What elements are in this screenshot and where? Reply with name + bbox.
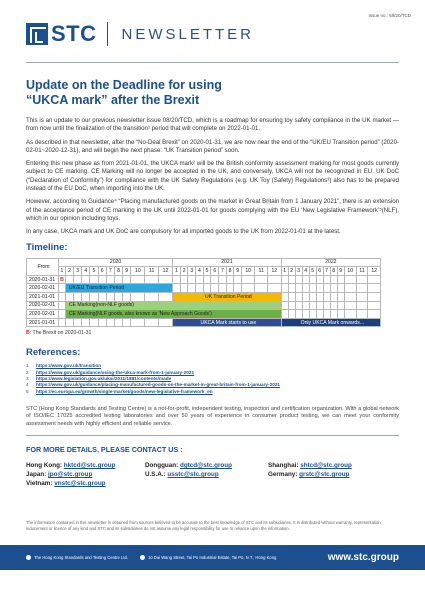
year-header: 2022	[281, 258, 380, 267]
month-header: 8	[330, 267, 337, 276]
row-date: 2020-01-31	[27, 275, 59, 284]
reference-item: 2 https://www.gov.uk/guidance/using-the-ukca-mark-from-1-january-2021	[26, 369, 195, 375]
stc-logo-icon	[26, 23, 48, 45]
month-header: 5	[203, 267, 211, 276]
month-header: 4	[196, 267, 204, 276]
from-header: From	[27, 258, 59, 275]
about-stc: STC (Hong Kong Standards and Testing Centre) is a not-for-profit, independent testing, inspection and certification organization. With a global network of ISO/IEC 17025 accredited testing laboratories and over 50 years of experience in consumer product testing, we can meet your conformity assessment needs with highly efficient and reliable service.	[26, 405, 399, 427]
footer-company: The Hong Kong Standards and Testing Centre Ltd.	[26, 555, 128, 560]
month-header: 10	[242, 267, 255, 276]
legend-key: B	[26, 330, 30, 337]
contact-section	[26, 435, 399, 487]
contact-entry	[26, 480, 145, 487]
header-rule	[26, 62, 399, 63]
timeline-legend	[26, 330, 399, 336]
disclaimer: The information contained in this newsletter is obtained from sources believed to be accurate to the best knowledge of STC and its subsidiaries. It is distributed without warranty, representation, inducement or licence of any kind and STC and its subsidiaries do not assume any legal responsibility for use or reliance upon the information.	[26, 520, 382, 531]
month-header: 4	[302, 267, 309, 276]
paragraph: As described in that newsletter, after the “No-Deal Brexit” on 2020-01-31, we are now near the end of the “UK/EU Transition period” (2020-02-01~2020-12-31), and will begin the next phase: “UK Transition period” soon.	[26, 138, 399, 154]
contact-email[interactable]: vnstc@stc.group	[54, 480, 106, 487]
month-header: 7	[219, 267, 227, 276]
month-header: 8	[226, 267, 234, 276]
title-line-1: Update on the Deadline for using	[26, 78, 222, 92]
month-header: 3	[188, 267, 196, 276]
reference-link[interactable]: https://www.gov.uk/transition	[36, 363, 102, 369]
contact-heading: FOR MORE DETAILS, PLEASE CONTACT US :	[26, 445, 183, 454]
contact-email[interactable]: shtcd@stc.group	[300, 462, 352, 469]
issue-number: Issue no.: 59/20/TCD	[368, 13, 411, 18]
contact-location: Germany:	[268, 471, 300, 478]
row-date: 2021-01-01	[27, 318, 59, 327]
contact-email[interactable]: dgtcd@stc.group	[179, 462, 232, 469]
month-header: 9	[234, 267, 242, 276]
month-header: 7	[323, 267, 330, 276]
reference-link[interactable]: https://ec.europa.eu/growth/single-market/goods/new-legislative-framework_en	[36, 388, 213, 394]
month-header: 10	[344, 267, 356, 276]
month-header: 6	[316, 267, 323, 276]
reference-link[interactable]: https://www.gov.uk/guidance/placing-manufactured-goods-on-the-market-in-great-britain-from-1-january-2021	[36, 382, 281, 388]
month-header: 12	[158, 267, 172, 276]
month-header: 12	[368, 267, 381, 276]
reference-item: 5 https://ec.europa.eu/growth/single-market/goods/new-legislative-framework_en	[26, 388, 213, 394]
month-header: 8	[114, 267, 122, 276]
website-link[interactable]: www.stc.group	[327, 552, 399, 563]
brexit-marker: B	[60, 276, 64, 283]
contact-location: Shanghai:	[268, 462, 301, 469]
timeline-bar: CE Marking(NLF goods, also known as 'New Approach Goods')	[65, 310, 281, 319]
timeline-bar: Only UKCA Mark onwards...	[281, 318, 380, 327]
timeline-row	[27, 275, 381, 284]
reference-item: 4 https://www.gov.uk/guidance/placing-manufactured-goods-on-the-market-in-great-britain-from-1-january-2021	[26, 382, 281, 388]
month-header: 11	[145, 267, 158, 276]
article-title	[26, 78, 399, 108]
timeline-year-row	[27, 258, 381, 267]
logo-text: STC	[51, 21, 97, 46]
contact-location: U.S.A.:	[145, 471, 168, 478]
timeline-row	[27, 310, 381, 319]
year-header: 2021	[173, 258, 282, 267]
location-icon	[140, 555, 145, 560]
stc-logo	[26, 21, 97, 47]
month-header: 4	[82, 267, 90, 276]
contact-email[interactable]: usstc@stc.group	[167, 471, 219, 478]
month-header: 1	[281, 267, 288, 276]
timeline-bar: UK Transition Period	[173, 292, 282, 301]
timeline-row	[27, 292, 381, 301]
timeline-row	[27, 318, 381, 327]
timeline-bar: UK/EU Transition Period	[65, 284, 172, 293]
timeline-row	[27, 284, 381, 293]
paragraph: However, according to Guidance⁴ “Placing manufactured goods on the market in Great Britain from 1 January 2021”, there is an extension of the acceptance period of CE marking in the UK until 2022-01-01 for goods complying with the EU ‘New Legislative Framework’⁵(NLF), which in our opinion including toys.	[26, 198, 399, 222]
contact-email[interactable]: grstc@stc.group	[299, 471, 350, 478]
paragraph: In any case, UKCA mark and UK DoC are compulsory for all imported goods to the UK from 2022-01-01 at the latest.	[26, 228, 341, 236]
contact-entry	[145, 471, 268, 478]
legend-text: : The Brexit on 2020-01-31	[29, 330, 92, 337]
reference-link[interactable]: https://www.gov.uk/guidance/using-the-ukca-mark-from-1-january-2021	[36, 369, 195, 375]
month-header: 6	[211, 267, 219, 276]
paragraph: This is an update to our previous newsletter issue 08/20/TCD, which is a roadmap for ensuring toy safety compliance in the UK market — from now until the finalization of the transition¹ period that will complete on 2022-01-01.	[26, 117, 399, 133]
row-date: 2020-02-01	[27, 301, 59, 310]
month-header: 9	[123, 267, 131, 276]
footer-address: 10 Dai Wang Street, Tai Po Industrial Estate, Tai Po, N.T., Hong Kong	[140, 555, 276, 560]
newsletter-header	[26, 14, 399, 54]
month-header: 12	[267, 267, 281, 276]
reference-link[interactable]: https://www.legislation.gov.uk/uksi/2011/1881/contents/made	[36, 375, 172, 381]
contact-email[interactable]: jpo@stc.group	[48, 471, 93, 478]
month-header: 7	[106, 267, 114, 276]
contact-location: Japan:	[26, 471, 49, 478]
newsletter-label: NEWSLETTER	[121, 25, 255, 43]
article-body	[26, 72, 399, 429]
contact-entry	[268, 462, 399, 469]
row-date: 2021-01-01	[27, 292, 59, 301]
contact-location: Vietnam:	[26, 480, 55, 487]
header-divider	[107, 22, 108, 46]
references-list	[26, 363, 399, 394]
timeline-bar: CE Marking(non-NLF goods)	[65, 301, 281, 310]
contact-email[interactable]: hktcd@stc.group	[63, 462, 116, 469]
row-date: 2020-02-01	[27, 310, 59, 319]
contact-location: Hong Kong:	[26, 462, 64, 469]
month-header: 1	[59, 267, 66, 276]
reference-item: 3 https://www.legislation.gov.uk/uksi/2011/1881/contents/made	[26, 375, 172, 381]
contact-entry	[145, 462, 268, 469]
month-header: 2	[288, 267, 295, 276]
month-header: 11	[255, 267, 268, 276]
month-header: 5	[309, 267, 316, 276]
timeline-heading: Timeline:	[26, 241, 68, 253]
row-date: 2020-02-01	[27, 284, 59, 293]
timeline-row	[27, 301, 381, 310]
year-header: 2020	[59, 258, 173, 267]
references-heading: References:	[26, 347, 81, 359]
contact-entry	[268, 471, 399, 478]
month-header: 3	[295, 267, 302, 276]
title-line-2: “UKCA mark” after the Brexit	[26, 93, 200, 107]
month-header: 5	[90, 267, 98, 276]
paragraph: Entering this new phase as from 2021-01-01, the UKCA mark² will be the British conformity assessment marking for most goods currently subject to CE marking. CE Marking will no longer be accepted in the UK, and conversely, UKCA will not be recognized in EU. UK DoC (“Declaration of Conformity”) for compliance with the UK Safety Regulations (e.g. UK Toy (Safety) Regulations³) also has to be prepared instead of the EU DoC, when importing into the UK.	[26, 160, 399, 193]
reference-item: 1 https://www.gov.uk/transition	[26, 363, 102, 369]
footer-bar	[0, 545, 425, 570]
timeline-table	[26, 258, 381, 328]
month-header: 2	[65, 267, 73, 276]
contact-location: Dongguan:	[145, 462, 180, 469]
contact-entry	[26, 471, 145, 478]
contact-entry	[26, 462, 145, 469]
month-header: 2	[180, 267, 188, 276]
month-header: 6	[98, 267, 106, 276]
month-header: 1	[173, 267, 181, 276]
month-header: 10	[131, 267, 145, 276]
month-header: 11	[356, 267, 367, 276]
timeline-month-row	[27, 267, 381, 276]
month-header: 9	[337, 267, 344, 276]
contact-grid	[26, 462, 399, 487]
month-header: 3	[74, 267, 82, 276]
timeline-bar: UKCA Mark starts to use	[173, 318, 282, 327]
company-icon	[26, 555, 31, 560]
